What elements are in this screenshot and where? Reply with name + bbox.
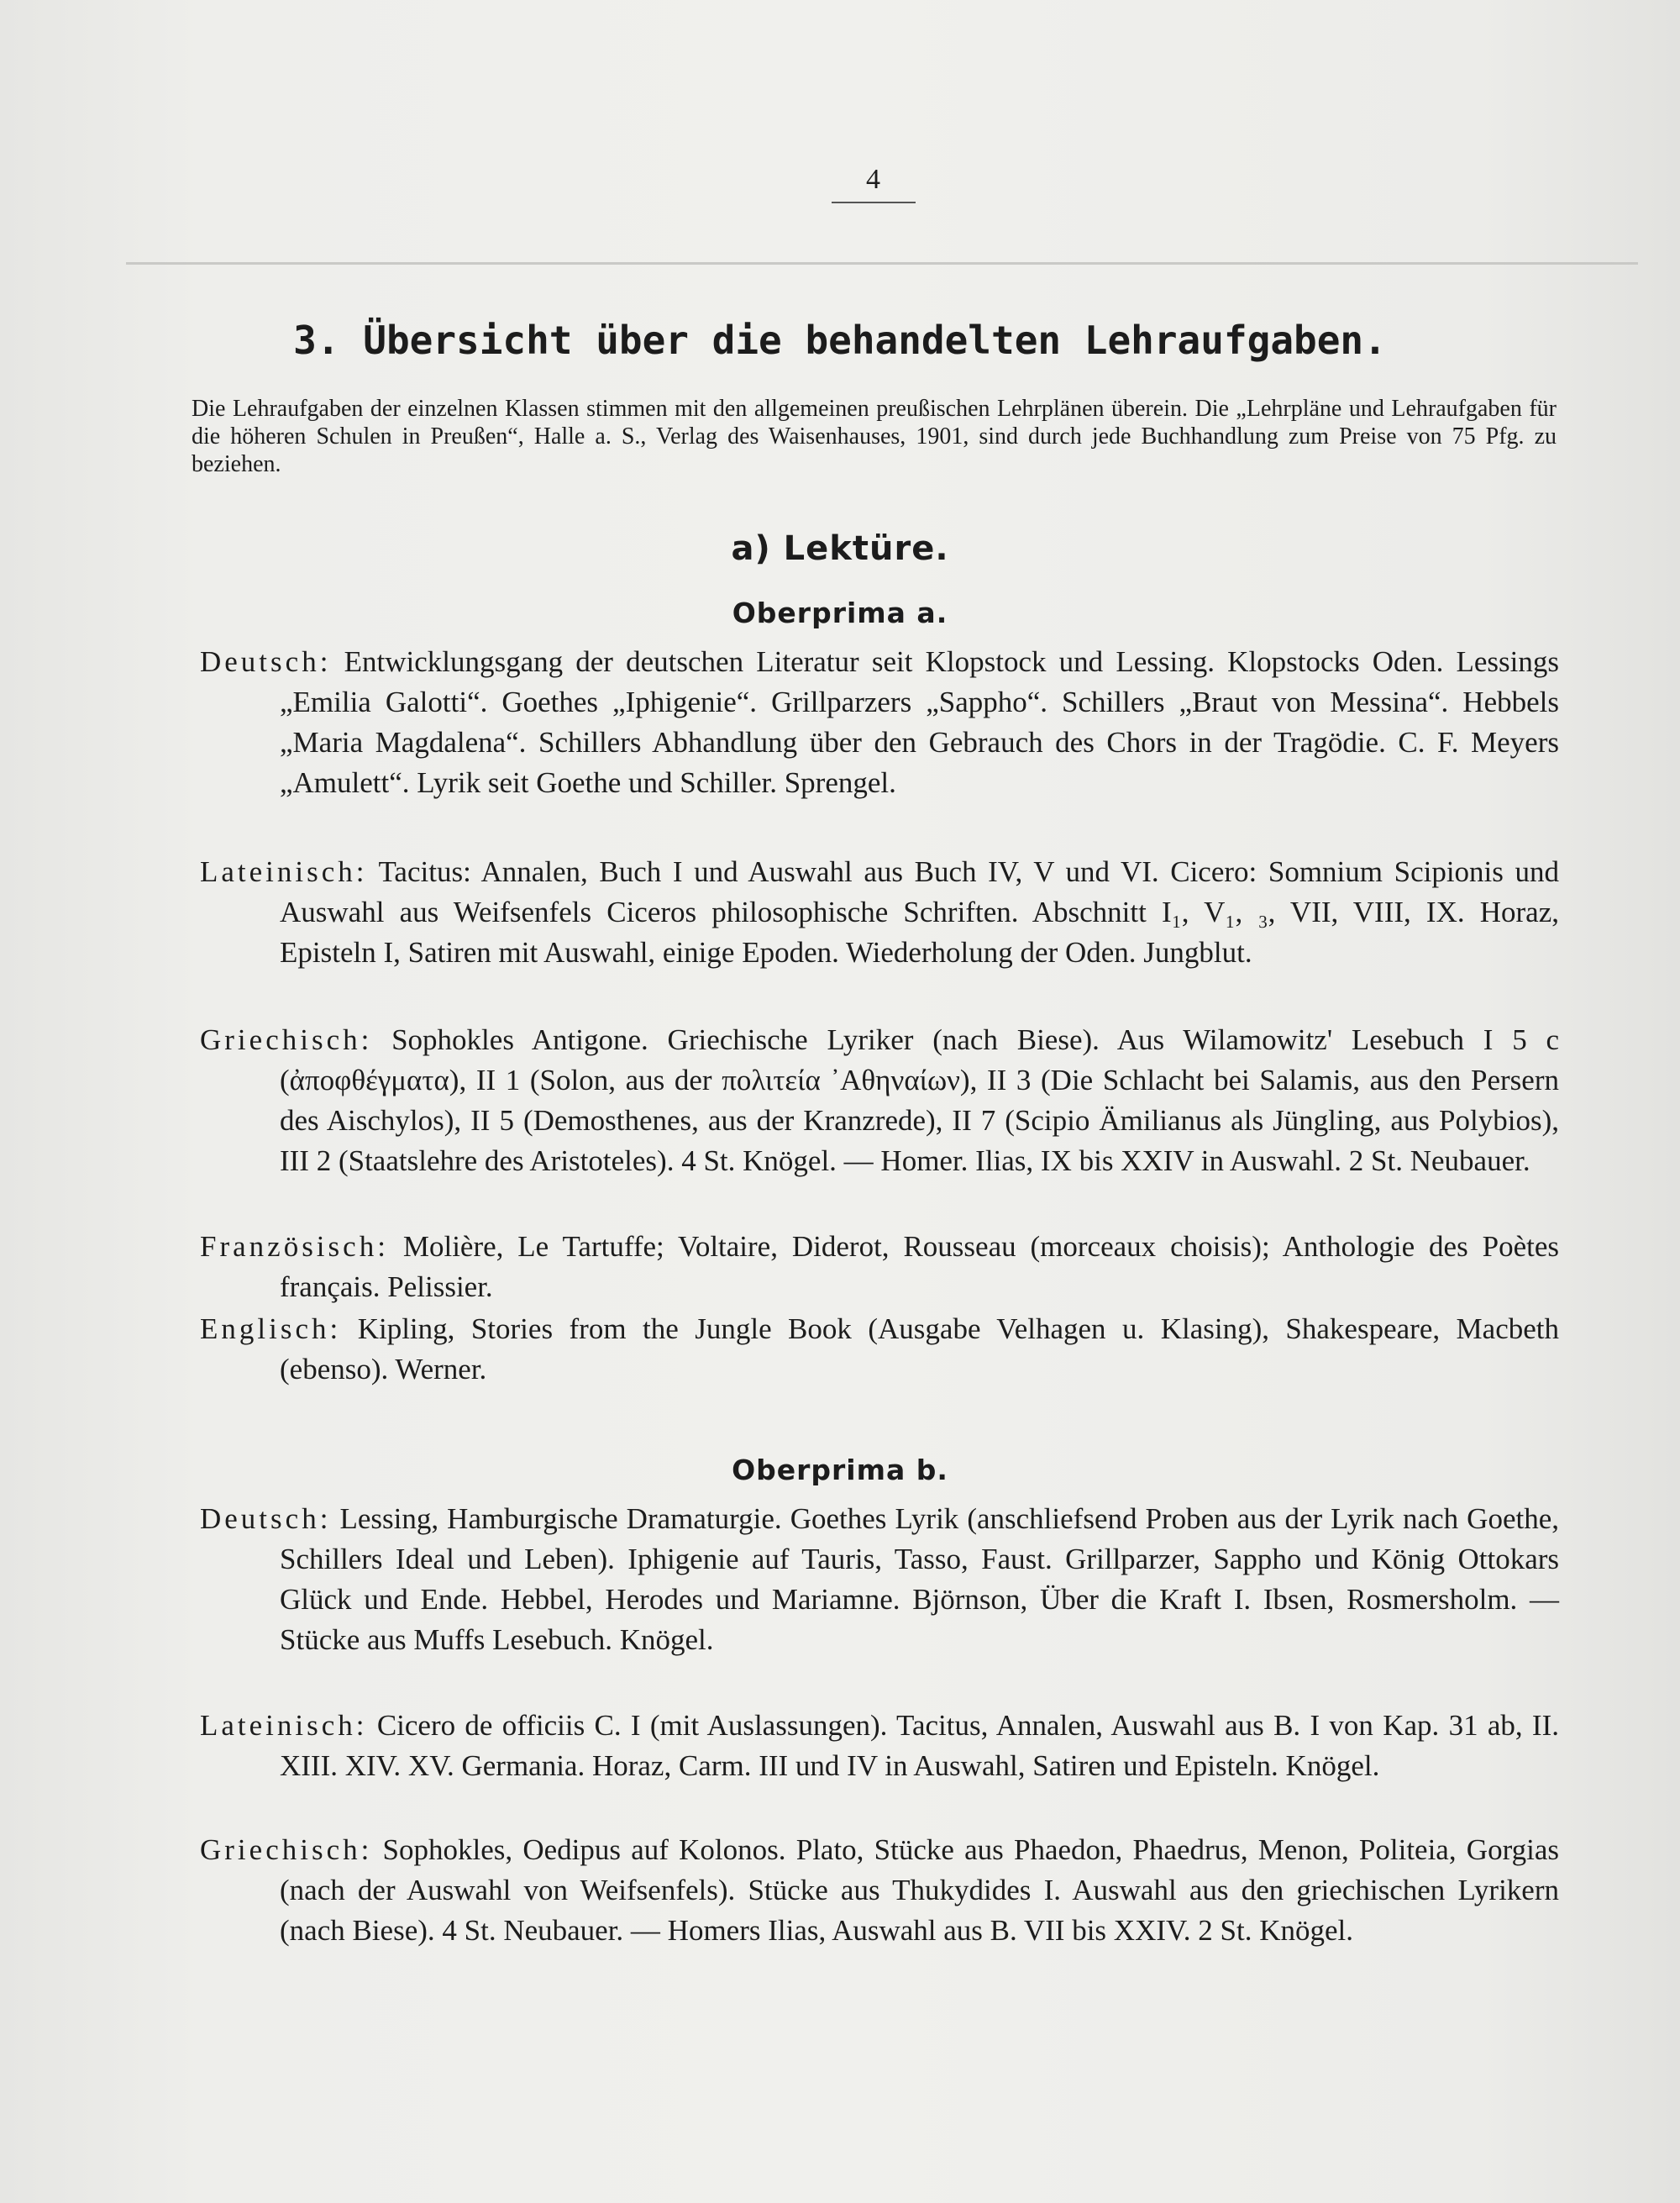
page-number-rule bbox=[832, 202, 916, 203]
class-heading-oberprima-a: Oberprima a. bbox=[732, 597, 948, 629]
subject-label: Lateinisch: bbox=[200, 855, 368, 888]
subject-label: Griechisch: bbox=[200, 1833, 373, 1866]
subject-label: Lateinisch: bbox=[200, 1709, 368, 1742]
entry-text: Sophokles, Oedipus auf Kolonos. Plato, Stücke aus Phaedon, Phaedrus, Menon, Politeia, Gorgias (nach der Auswahl von Weifsenfels). Stücke aus Thukydides I. Auswahl aus den griechischen Lyrikern (nach Biese). 4 St. Neubauer. — Homers Ilias, Auswahl aus B. VII bis XXIV. 2 St. Knögel. bbox=[280, 1833, 1559, 1947]
entry-griechisch-a bbox=[200, 1020, 1559, 1181]
subject-label: Griechisch: bbox=[200, 1023, 373, 1056]
entry-text: Sophokles Antigone. Griechische Lyriker (nach Biese). Aus Wilamowitz' Lesebuch I 5 c (ἀποφθέγματα), II 1 (Solon, aus der πολιτεία ᾿Αθηναίων), II 3 (Die Schlacht bei Salamis, aus den Persern des Aischylos), II 5 (Demosthenes, aus der Kranzrede), II 7 (Scipio Ämilianus als Jüngling, aus Polybios), III 2 (Staatslehre des Aristoteles). 4 St. Knögel. — Homer. Ilias, IX bis XXIV in Auswahl. 2 St. Neubauer. bbox=[280, 1023, 1560, 1177]
entry-lateinisch-a bbox=[200, 852, 1559, 973]
class-heading-oberprima-b: Oberprima b. bbox=[732, 1454, 948, 1486]
entry-text: Cicero de officiis C. I (mit Auslassungen). Tacitus, Annalen, Auswahl aus B. I von Kap. 31 ab, II. XIII. XIV. XV. Germania. Horaz, Carm. III und IV in Auswahl, Satiren und Episteln. Knögel. bbox=[280, 1709, 1559, 1782]
entry-text: Molière, Le Tartuffe; Voltaire, Diderot, Rousseau (morceaux choisis); Anthologie des Poètes français. Pelissier. bbox=[280, 1230, 1560, 1303]
subject-label: Deutsch: bbox=[200, 645, 332, 678]
entry-englisch-a bbox=[200, 1309, 1559, 1390]
page-number: 4 bbox=[866, 164, 881, 195]
entry-franzoesisch-a bbox=[200, 1227, 1559, 1307]
section-heading: 3. Übersicht über die behandelten Lehraufgaben. bbox=[293, 318, 1387, 363]
show-through-rule bbox=[126, 262, 1638, 265]
subject-label: Englisch: bbox=[200, 1312, 342, 1345]
entry-text: Tacitus: Annalen, Buch I und Auswahl aus Buch IV, V und VI. Cicero: Somnium Scipionis und Auswahl aus Weifsenfels Ciceros philosophische Schriften. Abschnitt I₁, V₁, ₃, VII, VIII, IX. Horaz, Episteln I, Satiren mit Auswahl, einige Epoden. Wiederholung der Oden. Jungblut. bbox=[280, 855, 1560, 969]
entry-deutsch-a bbox=[200, 642, 1559, 803]
subject-label: Französisch: bbox=[200, 1230, 389, 1263]
intro-paragraph: Die Lehraufgaben der einzelnen Klassen stimmen mit den allgemeinen preußischen Lehrplänen überein. Die „Lehrpläne und Lehraufgaben für die höheren Schulen in Preußen“, Halle a. S., Verlag des Waisenhauses, 1901, sind durch jede Buchhandlung zum Preise von 75 Pfg. zu beziehen. bbox=[192, 396, 1557, 477]
entry-text: Lessing, Hamburgische Dramaturgie. Goethes Lyrik (anschliefsend Proben aus der Lyrik nach Goethe, Schillers Ideal und Leben). Iphigenie auf Tauris, Tasso, Faust. Grillparzer, Sappho und König Ottokars Glück und Ende. Hebbel, Herodes und Mariamne. Björnson, Über die Kraft I. Ibsen, Rosmersholm. — Stücke aus Muffs Lesebuch. Knögel. bbox=[280, 1502, 1559, 1656]
subject-label: Deutsch: bbox=[200, 1502, 332, 1535]
entry-griechisch-b bbox=[200, 1830, 1559, 1951]
entry-deutsch-b bbox=[200, 1499, 1559, 1660]
entry-text: Entwicklungsgang der deutschen Literatur seit Klopstock und Lessing. Klopstocks Oden. Lessings „Emilia Galotti“. Goethes „Iphigenie“. Grillparzers „Sappho“. Schillers „Braut von Messina“. Hebbels „Maria Magdalena“. Schillers Abhandlung über den Gebrauch des Chors in der Tragödie. C. F. Meyers „Amulett“. Lyrik seit Goethe und Schiller. Sprengel. bbox=[280, 645, 1560, 799]
lektuere-heading: a) Lektüre. bbox=[731, 529, 949, 568]
entry-text: Kipling, Stories from the Jungle Book (Ausgabe Velhagen u. Klasing), Shakespeare, Macbeth (ebenso). Werner. bbox=[280, 1312, 1560, 1385]
entry-lateinisch-b bbox=[200, 1706, 1559, 1786]
